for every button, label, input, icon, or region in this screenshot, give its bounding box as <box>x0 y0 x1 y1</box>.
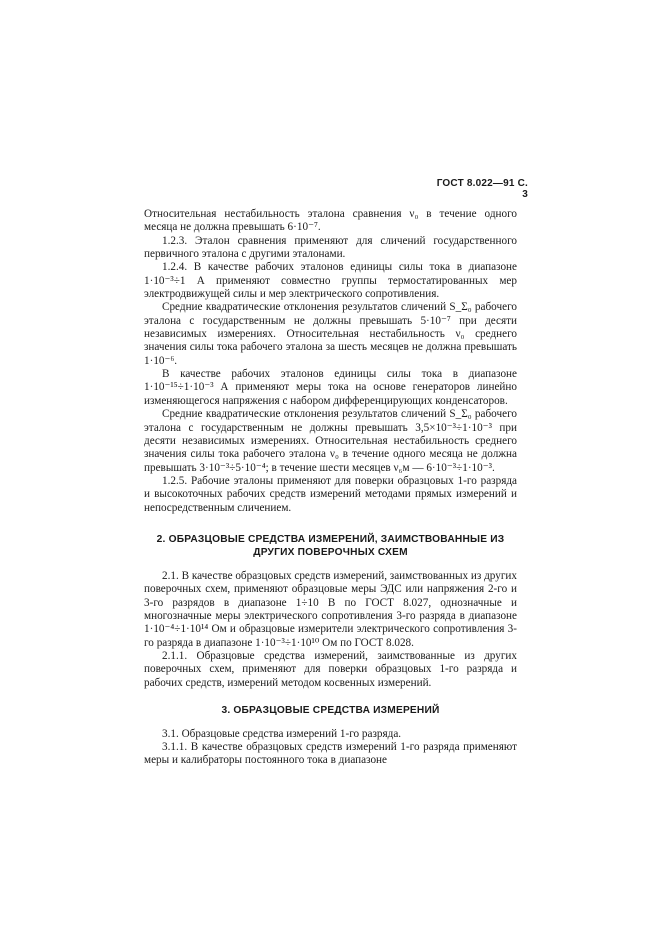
paragraph: 1.2.4. В качестве рабочих эталонов единицы силы тока в диапазоне 1·10⁻³÷1 А применяют совместно группы термостатированных мер электродвижущей силы и мер электрического сопротивления. <box>144 261 517 301</box>
paragraph: 3.1. Образцовые средства измерений 1-го разряда. <box>162 727 402 740</box>
paragraph: Относительная нестабильность эталона сравнения ν₀ в течение одного месяца не должна превышать 6·10⁻⁷. <box>144 208 517 234</box>
paragraph: Средние квадратические отклонения результатов сличений S_Σ₀ рабочего эталона с государственным не должны превышать 3,5×10⁻³÷1·10⁻³ при десяти независимых измерениях. Относительная нестабильность среднего значения силы тока рабочего эталона ν₀ в течение одного месяца не должна превышать 3·10⁻³÷5·10⁻⁴; в течение шести месяцев ν₆м — 6·10⁻³÷1·10⁻³. <box>144 408 517 474</box>
document-body <box>144 208 517 768</box>
paragraph: 1.2.3. Эталон сравнения применяют для сличений государственного первичного эталона с другими эталонами. <box>144 234 517 261</box>
paragraph: 1.2.5. Рабочие эталоны применяют для поверки образцовых 1-го разряда и высокоточных рабочих средств измерений методами прямых измерений и непосредственным сличением. <box>144 474 517 514</box>
paragraph: 2.1. В качестве образцовых средств измерений, заимствованных из других поверочных схем, применяют образцовые меры ЭДС или напряжения 2-го и 3-го разрядов в диапазоне 1÷10 В по ГОСТ 8.027, однозначные и многозначные меры электрического сопротивления 3-го разряда в диапазоне 1·10⁻⁴÷1·10¹⁴ Ом и образцовые измерители электрического сопротивления 3-го разряда в диапазоне 1·10⁻³÷1·10¹⁰ Ом по ГОСТ 8.028. <box>144 569 517 649</box>
section-heading: 2. ОБРАЗЦОВЫЕ СРЕДСТВА ИЗМЕРЕНИЙ, ЗАИМСТВОВАННЫЕ ИЗ ДРУГИХ ПОВЕРОЧНЫХ СХЕМ <box>156 533 505 559</box>
page-header: ГОСТ 8.022—91 С. 3 <box>436 178 528 200</box>
paragraph: 2.1.1. Образцовые средства измерений, заимствованные из других поверочных схем, применяют для поверки образцовых 1-го разряда и рабочих средств, измерений методом косвенных измерений. <box>144 649 517 689</box>
paragraph: Средние квадратические отклонения результатов сличений S_Σ₀ рабочего эталона с государственным не должны превышать 5·10⁻⁷ при десяти независимых измерениях. Относительная нестабильность ν₀ среднего значения силы тока рабочего эталона за шесть месяцев не должна превышать 1·10⁻⁶. <box>144 301 517 367</box>
paragraph: В качестве рабочих эталонов единицы силы тока в диапазоне 1·10⁻¹⁵÷1·10⁻³ А применяют меры тока на основе генераторов линейно изменяющегося напряжения с набором дифференцирующих конденсаторов. <box>144 368 517 407</box>
section-heading: 3. ОБРАЗЦОВЫЕ СРЕДСТВА ИЗМЕРЕНИЙ <box>221 705 440 716</box>
paragraph: 3.1.1. В качестве образцовых средств измерений 1-го разряда применяют меры и калибраторы постоянного тока в диапазоне <box>144 740 517 767</box>
